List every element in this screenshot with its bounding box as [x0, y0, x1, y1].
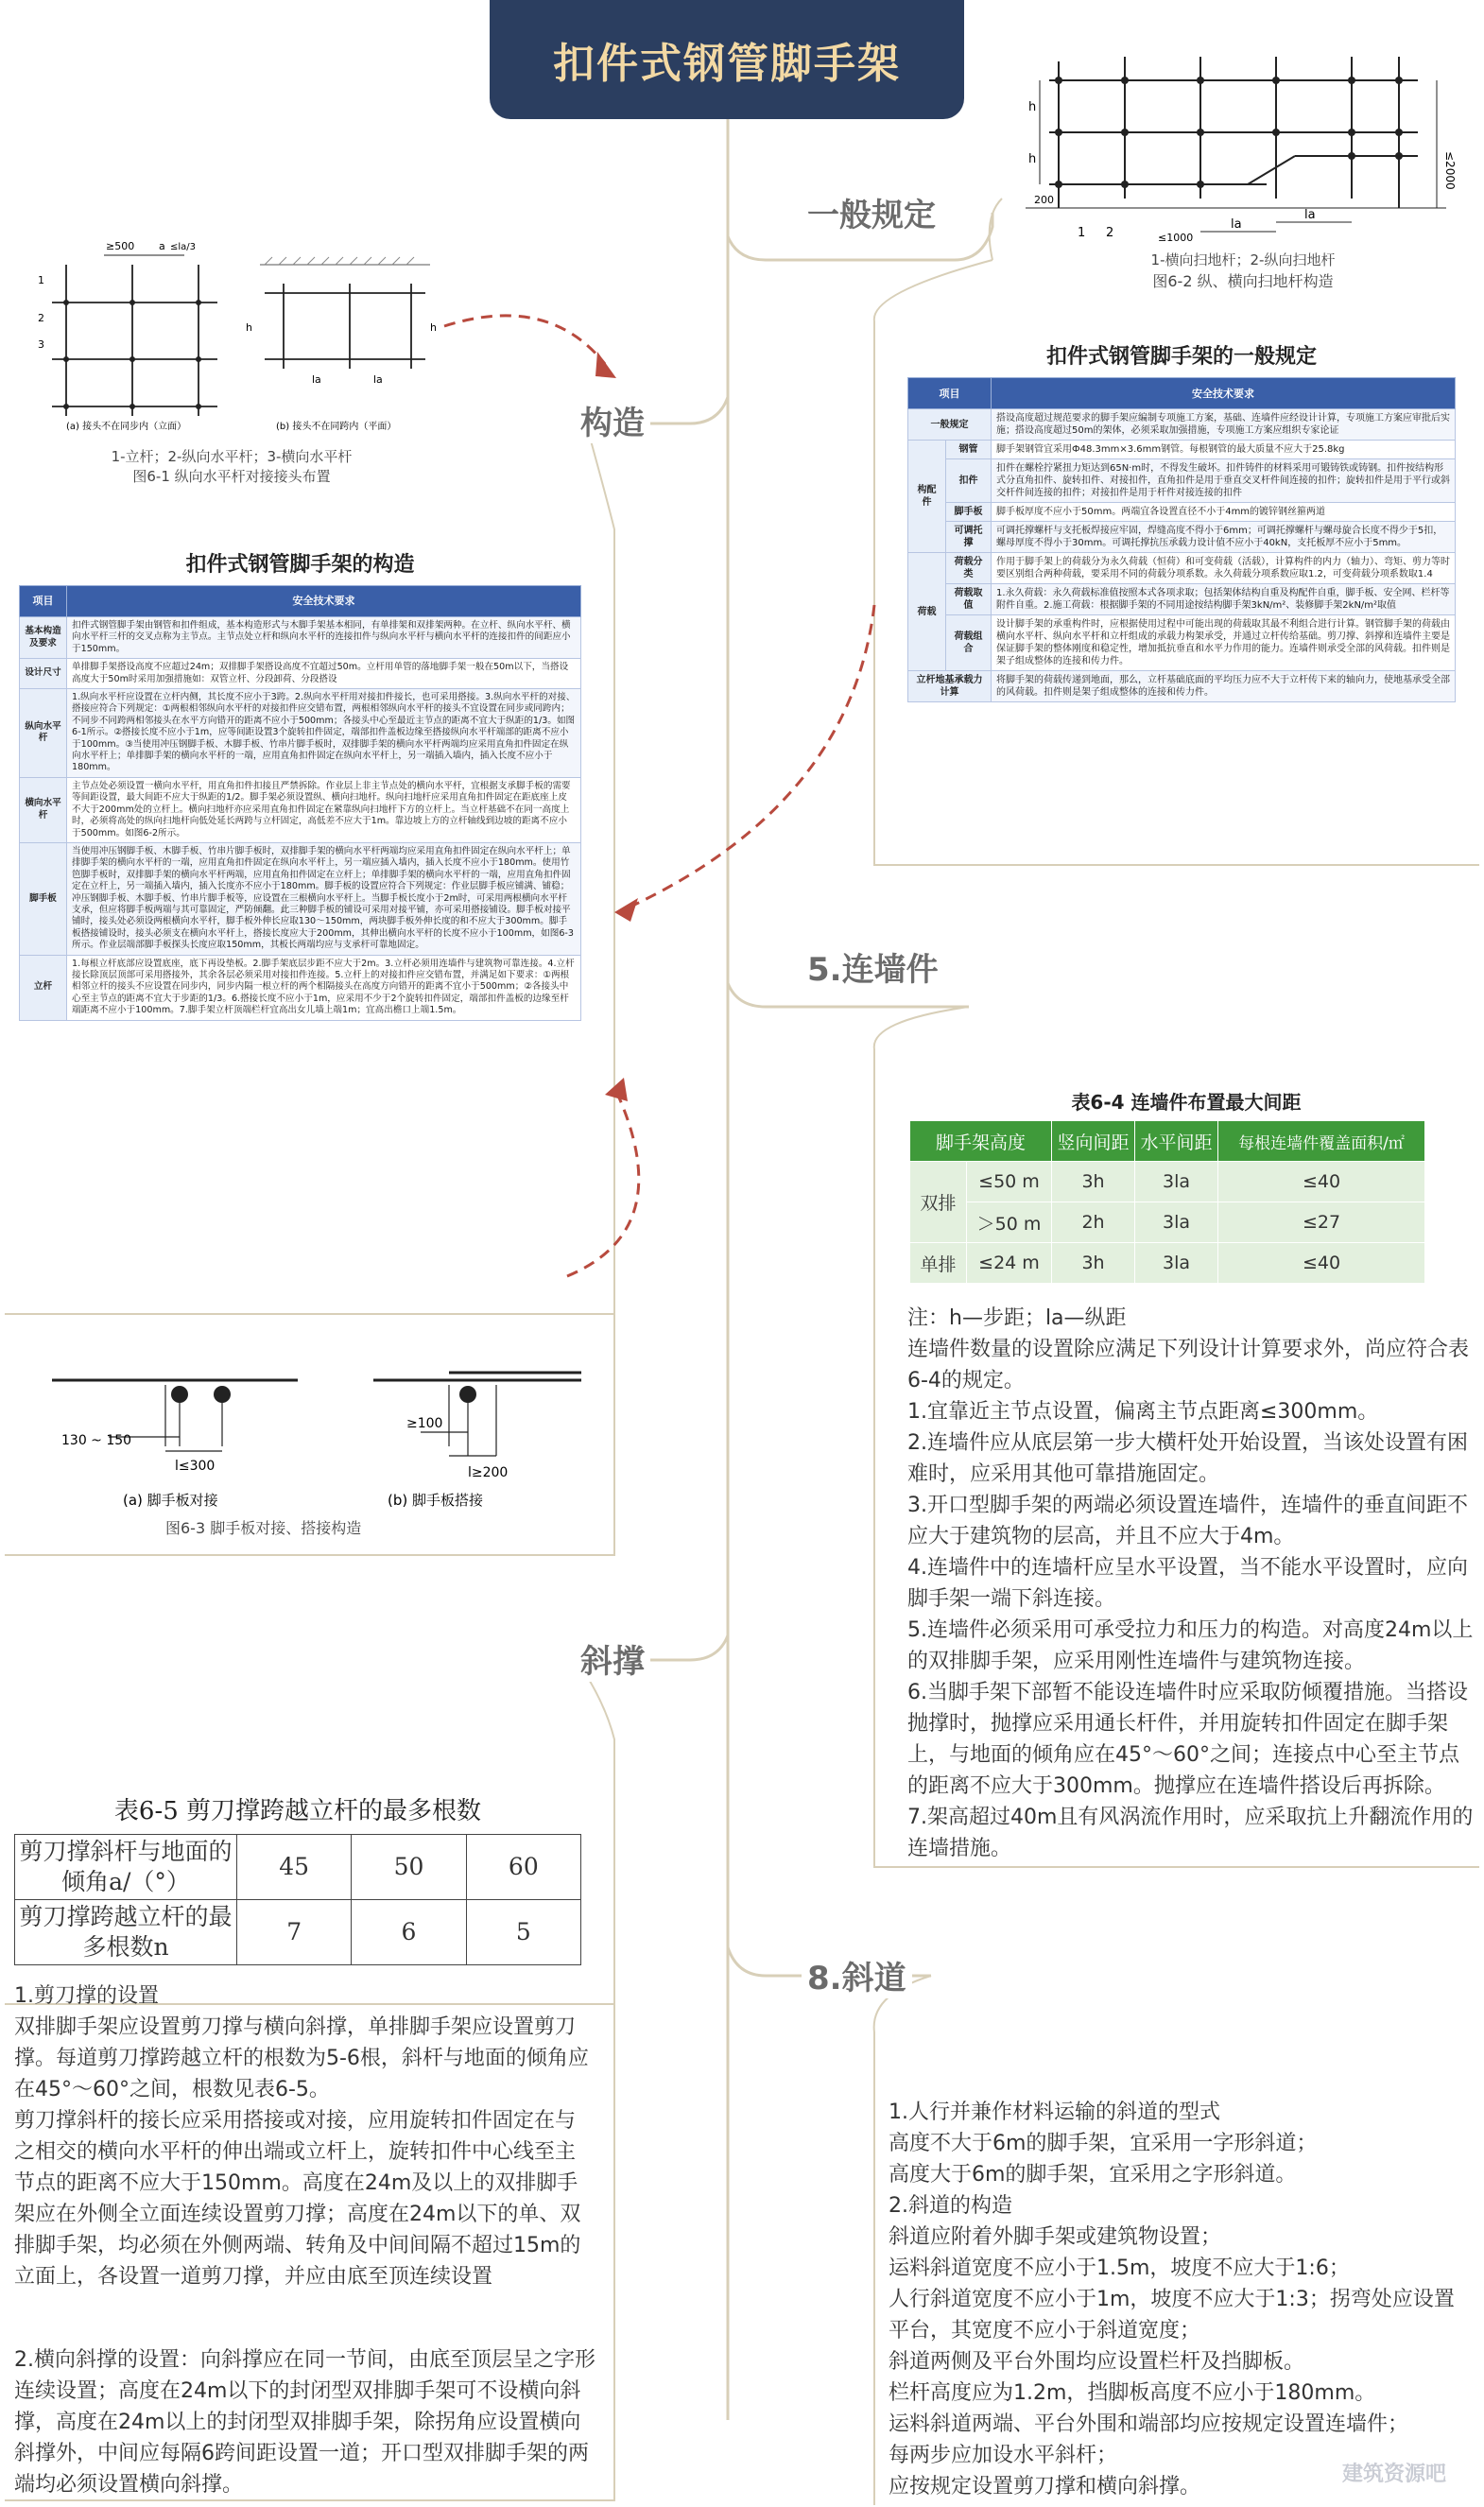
ramp-text — [889, 2097, 1465, 2502]
watermark-logo: 建筑资源吧 — [1342, 2463, 1447, 2486]
general-table-header-req: 安全技术要求 — [992, 378, 1456, 409]
wall-tie-note: 注：h—步距；la—纵距 — [907, 1306, 1127, 1330]
table-cell: 6 — [352, 1900, 466, 1965]
page-title: 扣件式钢管脚手架 — [490, 0, 964, 119]
t64-title: 表6-4 连墙件布置最大间距 — [1071, 1091, 1302, 1114]
fig61-dim-h2: h — [246, 321, 252, 334]
fig62-dim-la1: la — [1304, 208, 1316, 222]
table-cell: 脚手板厚度不应小于50mm。两端宜各设置直径不小于4mm的镀锌钢丝箍两道 — [992, 503, 1456, 522]
wall-tie-note: 1.宜靠近主节点设置，偏离主节点距离≤300mm。 — [907, 1400, 1379, 1424]
bracing-panel — [14, 1791, 581, 1965]
table-cell: ≤50 m — [967, 1162, 1052, 1202]
branch-bracing[interactable]: 斜撑 — [575, 1635, 650, 1682]
table-row — [20, 777, 581, 842]
t64-header-horizontal: 水平间距 — [1135, 1121, 1218, 1162]
wall-tie-note: 6.当脚手架下部暂不能设连墙件时应采取防倾覆措施。当搭设抛撑时，抛撑应采用通长杆件，并用旋转扣件固定在脚手架上，与地面的倾角应在45°～60°之间；连接点中心至主节点的距离不应大于300mm。抛撑应在连墙件搭设后再拆除。 — [907, 1681, 1468, 1798]
ramp-line: 人行斜道宽度不应小于1m，坡度不应大于1:3；拐弯处应设置平台，其宽度不应小于斜道宽度； — [889, 2288, 1455, 2343]
table-cell: 剪刀撑斜杆与地面的倾角a/（°） — [15, 1835, 237, 1900]
table-cell: 双排 — [910, 1162, 967, 1243]
table-cell: 横向水平杆 — [20, 777, 67, 842]
fig61-label-1: 1 — [38, 274, 44, 286]
table-cell: 搭设高度超过规范要求的脚手架应编制专项施工方案，基础、连墙件应经设计计算，专项施工方案应审批后实施；搭设高度超过50m的架体，必须采取加强措施，专项施工方案应组织专家论证 — [992, 409, 1456, 441]
wall-tie-note: 连墙件数量的设置除应满足下列设计计算要求外，尚应符合表6-4的规定。 — [907, 1338, 1470, 1392]
table-cell: 脚手架钢管宜采用Ф48.3mm×3.6mm钢管。每根钢管的最大质量不应大于25.8kg — [992, 441, 1456, 459]
table-row — [910, 1162, 1425, 1202]
table-cell: 1.纵向水平杆应设置在立杆内侧，其长度不应小于3跨。2.纵向水平杆用对接扣件接长，也可采用搭接。3.纵向水平杆的对接、搭接应符合下列规定：①两根相邻纵向水平杆的对接扣件应交错布置，两根相邻纵向水平杆的接头不宜设置在同步或同跨内；不同步不同跨两相邻接头在水平方向错开的距离不应小于500mm；各接头中心至最近主节点的距离不宜大于纵距的1/3。如图6-1所示。②搭接长度不应小于1m，应等间距设置3个旋转扣件固定，端部扣件盖板边缘至搭接纵向水平杆端部的距离不应小于100mm。③当使用冲压钢脚手板、木脚手板、竹串片脚手板时，双排脚手架的横向水平杆两端均应采用直角扣件固定在纵向水平杆上；单排脚手架的横向水平杆的一端，应用直角扣件固定在纵向水平杆上，另一端插入墙内，插入长度不应小于180mm。 — [67, 689, 581, 778]
table-row — [908, 584, 1456, 615]
table-cell: 45 — [237, 1835, 352, 1900]
t64-header-area: 每根连墙件覆盖面积/㎡ — [1218, 1121, 1425, 1162]
table-cell: 7 — [237, 1900, 352, 1965]
table-cell: 3la — [1135, 1243, 1218, 1284]
ramp-line: 2.斜道的构造 — [889, 2194, 1012, 2218]
fig62-dim-2000: ≤2000 — [1443, 151, 1457, 190]
bracing-paragraph: 双排脚手架应设置剪刀撑与横向斜撑，单排脚手架应设置剪刀撑。每道剪刀撑跨越立杆的根数为5-6根，斜杆与地面的倾角应在45°～60°之间，根数见表6-5。 — [14, 2015, 589, 2101]
fig61-sub-b: (b) 接头不在同跨内（平面） — [276, 422, 397, 432]
table-cell: 可调托撑 — [946, 522, 992, 553]
table-cell: 3h — [1052, 1162, 1135, 1202]
table-cell: 当使用冲压钢脚手板、木脚手板、竹串片脚手板时，双排脚手架的横向水平杆两端均应采用直角扣件固定在纵向水平杆上；单排脚手架的横向水平杆的一端，应用直角扣件固定在纵向水平杆上，另一端应插入墙内，插入长度不应小于180mm。使用竹笆脚手板时，双排脚手架的横向水平杆两端，应用直角扣件固定在立杆上；单排脚手架的横向水平杆的一端，应用直角扣件固定在立杆上，另一端插入墙内，插入长度亦不应小于180mm。脚手板的设置应符合下列规定：作业层脚手板应铺满、铺稳；冲压钢脚手板、木脚手板、竹串片脚手板等，应设置在三根横向水平杆上。当脚手板长度小于2m时，可采用两根横向水平杆支承，但应将脚手板两端与其可靠固定，严防倾翻。此三种脚手板的铺设可采用对接平铺，亦可采用搭接铺设。脚手板对接平铺时，接头处必须设两根横向水平杆，脚手板外伸长应取130～150mm，两块脚手板外伸长度的和不应大于300mm。脚手板搭接铺设时，接头必须支在横向水平杆上，搭接长度应大于200mm，其伸出横向水平杆的长度不应小于100mm，如图6-3所示。作业层端部脚手板探头长度应取150mm，其板长两端均应与支承杆可靠地固定。 — [67, 842, 581, 955]
table-row — [908, 671, 1456, 702]
table-row — [20, 842, 581, 955]
fig63-caption: 图6-3 脚手板对接、搭接构造 — [165, 1519, 362, 1537]
table-cell: 3h — [1052, 1243, 1135, 1284]
ramp-line: 高度大于6m的脚手架，宜采用之字形斜道。 — [889, 2163, 1297, 2187]
bracing-text-1 — [14, 1980, 595, 2292]
table-cell: 钢管 — [946, 441, 992, 459]
table-cell: 构配件 — [908, 441, 946, 553]
bracing-paragraph: 2.横向斜撑的设置：向斜撑应在同一节间，由底至顶层呈之字形连续设置；高度在24m以下的封闭型双排脚手架可不设横向斜撑，高度在24m以上的封闭型双排脚手架，除拐角应设置横向斜撑外，中间应每隔6跨间距设置一道；开口型双排脚手架的两端均必须设置横向斜撑。 — [14, 2348, 595, 2497]
figure-6-1 — [28, 227, 435, 492]
general-table-title: 扣件式钢管脚手架的一般规定 — [1045, 345, 1317, 369]
fig62-caption-2: 图6-2 纵、横向扫地杆构造 — [1152, 272, 1334, 290]
table-cell: 扣件 — [946, 459, 992, 503]
table-cell: 作用于脚手架上的荷载分为永久荷载（恒荷）和可变荷载（活载），计算构件的内力（轴力）、弯矩、剪力等时要区别组合两种荷载，要采用不同的荷载分项系数。永久荷载分项系数应取1.2，可变荷载分项系数取1.4 — [992, 553, 1456, 584]
table-cell: 3la — [1135, 1162, 1218, 1202]
table-row — [908, 615, 1456, 671]
table-cell: 将脚手架的荷载传递到地面，那么，立杆基础底面的平均压力应不大于立杆传下来的轴向力，使地基承受全部的风荷载。扣件则是架子组成整体的连接和传力件。 — [992, 671, 1456, 702]
wall-tie-note: 5.连墙件必须采用可承受拉力和压力的构造。对高度24m以上的双排脚手架，应采用刚性连墙件与建筑物连接。 — [907, 1618, 1474, 1673]
figure-6-2-drawing — [1021, 43, 1465, 246]
table-cell: 荷载组合 — [946, 615, 992, 671]
general-rules-table — [907, 377, 1456, 702]
wall-tie-note: 3.开口型脚手架的两端必须设置连墙件，连墙件的垂直间距不应大于建筑物的层高，并且不应大于4m。 — [907, 1494, 1468, 1548]
fig61-dim-la2: la — [373, 373, 383, 386]
t64-header-vertical: 竖向间距 — [1052, 1121, 1135, 1162]
table-cell: 扣件在螺栓拧紧扭力矩达到65N·m时，不得发生破坏。扣件铸件的材料采用可锻铸铁或铸钢。扣件按结构形式分直角扣件、旋转扣件、对接扣件，直角扣件是用于垂直交叉杆件间连接的扣件；旋转扣件是用于平行或斜交杆件间连接的扣件；对接扣件是用于杆件对接连接的扣件 — [992, 459, 1456, 503]
fig62-dim-h2: h — [1028, 152, 1037, 166]
bracing-table — [14, 1834, 581, 1965]
table-cell: 扣件式钢管脚手架由钢管和扣件组成，基本构造形式与木脚手架基本相同，有单排架和双排架两种。在立杆、纵向水平杆、横向水平杆三杆的交叉点称为主节点。主节点处立杆和纵向水平杆的连接扣件与纵向水平杆与横向水平杆的连接扣件的间距应小于150mm。 — [67, 617, 581, 659]
t64-header-height: 脚手架高度 — [910, 1121, 1052, 1162]
table-cell: ＞50 m — [967, 1202, 1052, 1243]
table-cell: 50 — [352, 1835, 466, 1900]
bracing-text-2 — [14, 2344, 595, 2500]
table-cell: 60 — [466, 1835, 580, 1900]
table-cell: ≤24 m — [967, 1243, 1052, 1284]
wall-tie-panel — [907, 1087, 1474, 1864]
table-row — [15, 1835, 581, 1900]
fig61-dim-a: a — [159, 240, 165, 252]
t65-title: 表6-5 剪刀撑跨越立杆的最多根数 — [113, 1797, 482, 1825]
table-cell: 剪刀撑跨越立杆的最多根数n — [15, 1900, 237, 1965]
wall-tie-note: 7.架高超过40m且有风涡流作用时，应采取抗上升翻流作用的连墙措施。 — [907, 1806, 1474, 1860]
branch-wall-tie[interactable]: 5.连墙件 — [802, 943, 944, 990]
table-cell: 一般规定 — [908, 409, 992, 441]
table-cell: ≤27 — [1218, 1202, 1425, 1243]
ramp-line: 运料斜道宽度不应小于1.5m，坡度不应大于1:6； — [889, 2256, 1350, 2280]
table-cell: 1.永久荷载：永久荷载标准值按照本式各项求取；包括架体结构自重及构配件自重，脚手板、安全网、栏杆等附件自重。2.施工荷载：根据脚手架的不同用途按结构脚手架3kN/m²、装修脚手架2kN/m²取值 — [992, 584, 1456, 615]
fig63-sub-b: (b) 脚手板搭接 — [388, 1492, 483, 1509]
table-cell: 可调托撑螺杆与支托板焊接应牢固，焊缝高度不得小于6mm；可调托撑螺杆与螺母旋合长度不得少于5扣，螺母厚度不得小于30mm。可调托撑抗压承载力设计值不应小于40kN，支托板厚不应小于5mm。 — [992, 522, 1456, 553]
table-cell: 脚手板 — [946, 503, 992, 522]
table-cell: 荷载 — [908, 553, 946, 671]
structure-table-header-req: 安全技术要求 — [67, 586, 581, 617]
table-row — [908, 409, 1456, 441]
bracing-paragraph: 剪刀撑斜杆的接长应采用搭接或对接，应用旋转扣件固定在与之相交的横向水平杆的伸出端或立杆上，旋转扣件中心线至主节点的距离不应大于150mm。高度在24m及以上的双排脚手架应在外侧全立面连续设置剪刀撑；高度在24m以下的单、双排脚手架，均必须在外侧两端、转角及中间间隔不超过15m的立面上，各设置一道剪刀撑，并应由底至顶连续设置 — [14, 2109, 581, 2289]
branch-ramp[interactable]: 8.斜道 — [802, 1952, 912, 1998]
table-row — [910, 1243, 1425, 1284]
figure-6-1-drawing — [28, 227, 435, 435]
branch-general[interactable]: 一般规定 — [802, 189, 941, 235]
fig61-dim-500: ≥500 — [106, 240, 135, 252]
ramp-line: 栏杆高度应为1.2m，挡脚板高度不应小于180mm。 — [889, 2381, 1376, 2405]
fig63-dim-100: ≥100 — [406, 1416, 443, 1431]
ramp-line: 斜道应附着外脚手架或建筑物设置； — [889, 2225, 1222, 2249]
fig62-label-2: 2 — [1106, 226, 1114, 240]
structure-table — [19, 585, 581, 1021]
ramp-line: 运料斜道两端、平台外围和端部均应按规定设置连墙件； — [889, 2412, 1409, 2436]
table-cell: 设计尺寸 — [20, 659, 67, 689]
wall-tie-note: 4.连墙件中的连墙杆应呈水平设置，当不能水平设置时，应向脚手架一端下斜连接。 — [907, 1556, 1468, 1611]
table-row — [908, 441, 1456, 459]
table-cell: 脚手板 — [20, 842, 67, 955]
table-cell: 2h — [1052, 1202, 1135, 1243]
table-cell: ≤40 — [1218, 1243, 1425, 1284]
fig61-sub-a: (a) 接头不在同步内（立面） — [66, 422, 187, 432]
table-cell: 荷载分类 — [946, 553, 992, 584]
fig61-dim-la1: la — [312, 373, 321, 386]
table-row — [20, 659, 581, 689]
table-row — [910, 1202, 1425, 1243]
fig63-dim-l200: l≥200 — [468, 1465, 509, 1480]
bracing-paragraph: 1.剪刀撑的设置 — [14, 1984, 159, 2008]
general-table-header-item: 项目 — [908, 378, 992, 409]
fig61-label-3: 3 — [38, 338, 44, 351]
table-cell: 5 — [466, 1900, 580, 1965]
figure-6-3-drawing — [24, 1342, 591, 1513]
fig61-dim-la3: ≤la/3 — [170, 242, 197, 252]
table-cell: ≤40 — [1218, 1162, 1425, 1202]
table-cell: 单排 — [910, 1243, 967, 1284]
structure-table-header-item: 项目 — [20, 586, 67, 617]
structure-table-title: 扣件式钢管脚手架的构造 — [185, 553, 415, 577]
branch-structure[interactable]: 构造 — [575, 397, 650, 443]
table-row — [908, 553, 1456, 584]
fig63-dim-130-150: 130 ~ 150 — [61, 1433, 132, 1448]
ramp-line: 应按规定设置剪刀撑和横向斜撑。 — [889, 2475, 1201, 2498]
wall-tie-table — [909, 1120, 1425, 1284]
fig62-dim-la2: la — [1231, 217, 1242, 232]
structure-panel — [19, 548, 581, 1021]
table-cell: 荷载取值 — [946, 584, 992, 615]
ramp-line: 每两步应加设水平斜杆； — [889, 2444, 1118, 2467]
table-row — [20, 955, 581, 1020]
table-cell: 纵向水平杆 — [20, 689, 67, 778]
figure-6-2 — [1021, 43, 1465, 298]
wall-tie-notes — [907, 1303, 1475, 1864]
fig62-dim-1000: ≤1000 — [1158, 232, 1194, 244]
fig61-caption-1: 1-立杆；2-纵向水平杆；3-横向水平杆 — [111, 448, 353, 465]
table-row — [15, 1900, 581, 1965]
table-row — [20, 689, 581, 778]
fig62-label-1: 1 — [1078, 226, 1086, 240]
fig63-sub-a: (a) 脚手板对接 — [123, 1492, 218, 1509]
fig62-dim-200: 200 — [1034, 194, 1054, 206]
table-cell: 立杆 — [20, 955, 67, 1020]
fig61-label-2: 2 — [38, 312, 44, 324]
general-rules-panel — [907, 340, 1456, 702]
ramp-line: 1.人行并兼作材料运输的斜道的型式 — [889, 2101, 1220, 2124]
table-row — [20, 617, 581, 659]
figure-6-3 — [24, 1342, 591, 1555]
table-cell: 主节点处必须设置一横向水平杆，用直角扣件扣接且严禁拆除。作业层上非主节点处的横向水平杆，宜根据支承脚手板的需要等间距设置，最大间距不应大于纵距的1/2。脚手架必须设置纵、横向扫地杆。纵向扫地杆应采用直角扣件固定在距底座上皮不大于200mm处的立杆上。横向扫地杆亦应采用直角扣件固定在紧靠纵向扫地杆下方的立杆上。当立杆基础不在同一高度上时，必须将高处的纵向扫地杆向低处延长两跨与立杆固定，高低差不应大于1m。靠边坡上方的立杆轴线到边坡的距离不应小于500mm。如图6-2所示。 — [67, 777, 581, 842]
fig61-caption-2: 图6-1 纵向水平杆对接接头布置 — [132, 468, 331, 485]
fig63-dim-l300: l≤300 — [175, 1459, 216, 1474]
table-row — [908, 459, 1456, 503]
fig62-caption-1: 1-横向扫地杆；2-纵向扫地杆 — [1150, 251, 1336, 268]
ramp-line: 高度不大于6m的脚手架，宜采用一字形斜道； — [889, 2132, 1318, 2155]
table-cell: 基本构造及要求 — [20, 617, 67, 659]
table-cell: 设计脚手架的承重构件时，应根据使用过程中可能出现的荷载取其最不利组合进行计算。钢管脚手架的荷载由横向水平杆、纵向水平杆和立杆组成的承载力构架承受，并通过立杆传给基础。剪刀撑、斜撑和连墙件主要是保证脚手架的整体刚度和稳定性，增加抵抗垂直和水平力作用的能力。连墙件则承受全部的风荷载。扣件则是架子组成整体的连接和传力件。 — [992, 615, 1456, 671]
table-cell: 3la — [1135, 1202, 1218, 1243]
table-row — [908, 522, 1456, 553]
table-cell: 1.每根立杆底部应设置底座，底下再设垫板。2.脚手架底层步距不应大于2m。3.立杆必须用连墙件与建筑物可靠连接。4.立杆接长除顶层顶部可采用搭接外，其余各层必须采用对接扣件连接。5.立杆上的对接扣件应交错布置，并满足如下要求：①两根相邻立杆的接头不应设置在同步内，同步内隔一根立杆的两个相隔接头在高度方向错开的距离不宜小于500mm；②各接头中心至主节点的距离不宜大于步距的1/3。6.搭接长度不应小于1m，应采用不少于2个旋转扣件固定，端部扣件盖板的边缘至杆端距离不应小于100mm。7.脚手架立杆顶端栏杆宜高出女儿墙上端1m；宜高出檐口上端1.5m。 — [67, 955, 581, 1020]
table-row — [908, 503, 1456, 522]
ramp-line: 斜道两侧及平台外围均应设置栏杆及挡脚板。 — [889, 2350, 1305, 2374]
table-cell: 单排脚手架搭设高度不应超过24m；双排脚手架搭设高度不宜超过50m。立杆用单管的落地脚手架一般在50m以下，当搭设高度大于50m时采用加强措施如：双管立杆、分段卸荷、分段搭设 — [67, 659, 581, 689]
wall-tie-note: 2.连墙件应从底层第一步大横杆处开始设置，当该处设置有困难时，应采用其他可靠措施固定。 — [907, 1431, 1468, 1486]
table-cell: 立杆地基承载力计算 — [908, 671, 992, 702]
fig61-dim-h1: h — [430, 321, 437, 334]
fig62-dim-h1: h — [1028, 100, 1037, 114]
